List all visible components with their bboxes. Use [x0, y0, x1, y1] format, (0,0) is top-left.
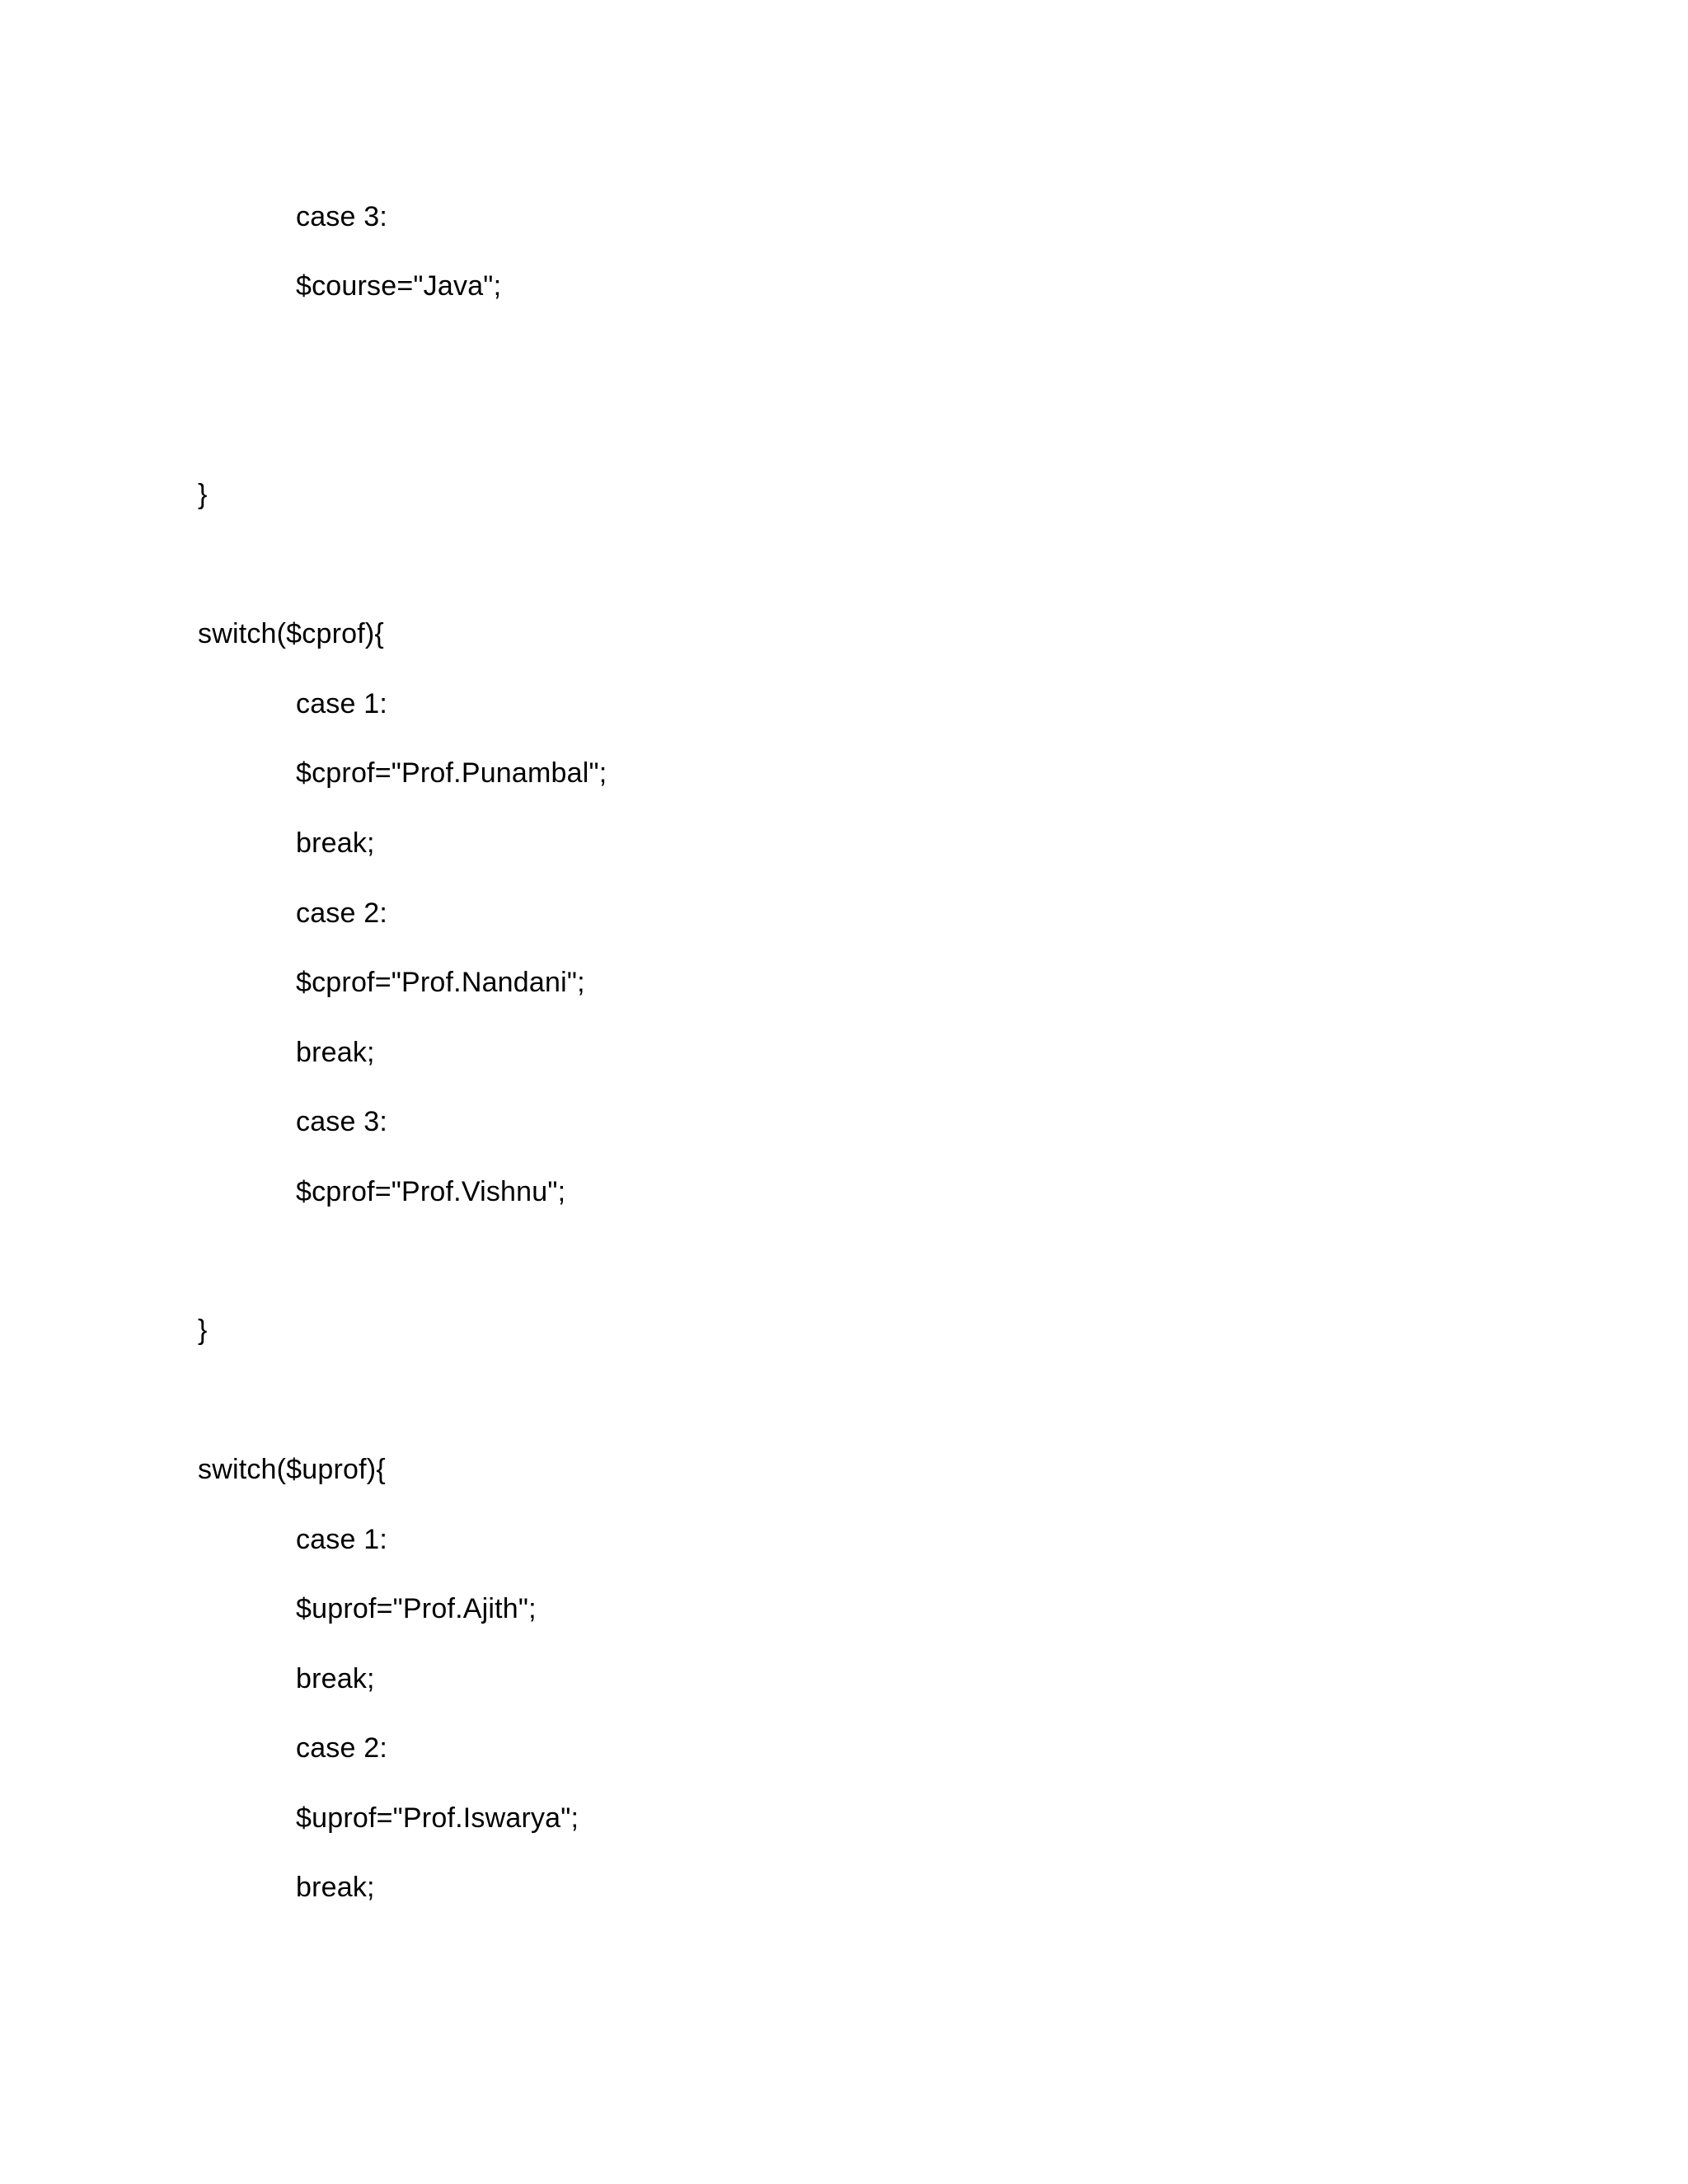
code-line: case 1:	[296, 688, 388, 719]
code-line: case 2:	[296, 1732, 388, 1764]
code-line: break;	[296, 1663, 375, 1694]
code-line: $uprof="Prof.Ajith";	[296, 1593, 537, 1624]
code-line: $uprof="Prof.Iswarya";	[296, 1802, 579, 1834]
code-line: break;	[296, 1037, 375, 1068]
code-line: $course="Java";	[296, 270, 502, 302]
code-line: $cprof="Prof.Nandani";	[296, 967, 585, 998]
code-line: }	[198, 479, 208, 510]
code-line: break;	[296, 1872, 375, 1903]
code-line: case 3:	[296, 201, 388, 232]
code-line: switch($uprof){	[198, 1454, 386, 1485]
code-line: $cprof="Prof.Vishnu";	[296, 1176, 566, 1207]
code-line: }	[198, 1315, 208, 1346]
code-line: switch($cprof){	[198, 618, 384, 649]
code-line: $cprof="Prof.Punambal";	[296, 757, 607, 789]
code-line: case 3:	[296, 1106, 388, 1137]
code-line: break;	[296, 827, 375, 859]
code-line: case 1:	[296, 1524, 388, 1555]
code-line: case 2:	[296, 898, 388, 929]
